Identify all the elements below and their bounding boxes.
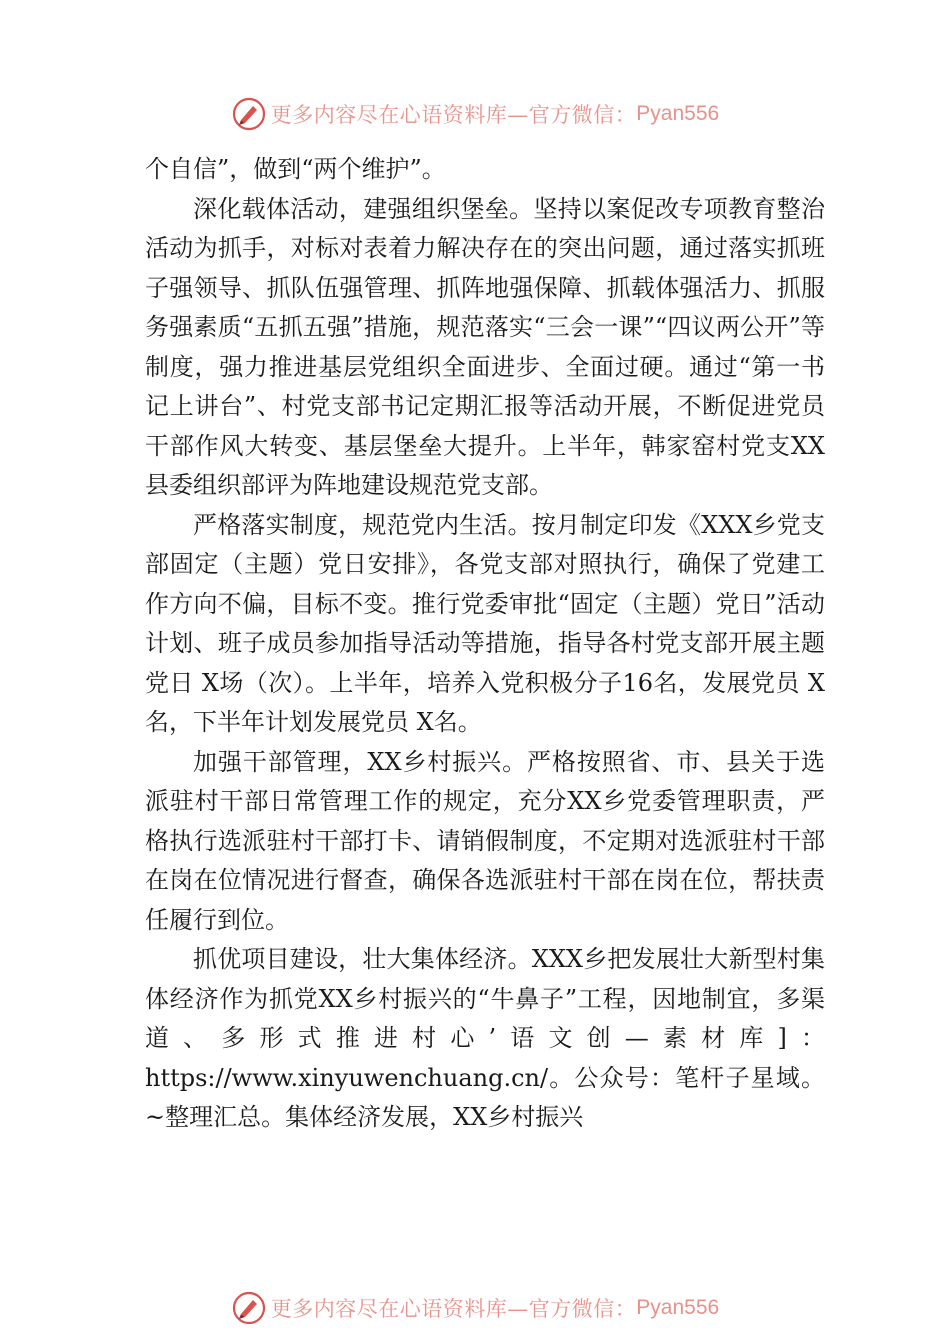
paragraph-party-life: 严格落实制度，规范党内生活。按月制定印发《XXX乡党支部固定（主题）党日安排》，各党支部对照执行，确保了党建工作方向不偏，目标不变。推行党委审批“固定（主题）党日”活动计划、班子成员参加指导活动等措施，指导各村党支部开展主题党日 X场（次）。上半年，培养入党积极分子16名，发展党员 X名，下半年计划发展党员 X名。 <box>145 510 825 736</box>
header-watermark <box>0 94 950 134</box>
wechat-id: Pyan556 <box>636 1296 720 1319</box>
watermark-text: 更多内容尽在心语资料库—官方微信： <box>270 103 637 127</box>
pen-logo-icon <box>231 1290 267 1326</box>
paragraph-collective-economy: 抓优项目建设，壮大集体经济。XXX乡把发展壮大新型村集体经济作为抓党XX乡村振兴的“牛鼻子”工程，因地制宜，多渠道、多形式推进村心’语文创—素材库]：https://www.xinyuwenchuang.cn/。公众号：笔杆子星域。~整理汇总。集体经济发展，XX乡村振兴 <box>145 945 825 1131</box>
wechat-id: Pyan556 <box>636 102 720 125</box>
footer-watermark <box>0 1288 950 1328</box>
paragraph-cadre-management: 加强干部管理，XX乡村振兴。严格按照省、市、县关于选派驻村干部日常管理工作的规定，充分XX乡党委管理职责，严格执行选派驻村干部打卡、请销假制度，不定期对选派驻村干部在岗在位情况进行督查，确保各选派驻村干部在岗在位，帮扶责任履行到位。 <box>145 747 825 934</box>
paragraph-continuation: 个自信”，做到“两个维护”。 <box>145 155 446 183</box>
document-body <box>145 150 825 1138</box>
watermark-text: 更多内容尽在心语资料库—官方微信： <box>270 1297 637 1321</box>
pen-logo-icon <box>231 96 267 132</box>
paragraph-carrier-activities: 深化载体活动，建强组织堡垒。坚持以案促改专项教育整治活动为抓手，对标对表着力解决存在的突出问题，通过落实抓班子强领导、抓队伍强管理、抓阵地强保障、抓载体强活力、抓服务强素质“五抓五强”措施，规范落实“三会一课”“四议两公开”等制度，强力推进基层党组织全面进步、全面过硬。通过“第一书记上讲台”、村党支部书记定期汇报等活动开展，不断促进党员干部作风大转变、基层堡垒大提升。上半年，韩家窑村党支XX县委组织部评为阵地建设规范党支部。 <box>145 194 825 499</box>
